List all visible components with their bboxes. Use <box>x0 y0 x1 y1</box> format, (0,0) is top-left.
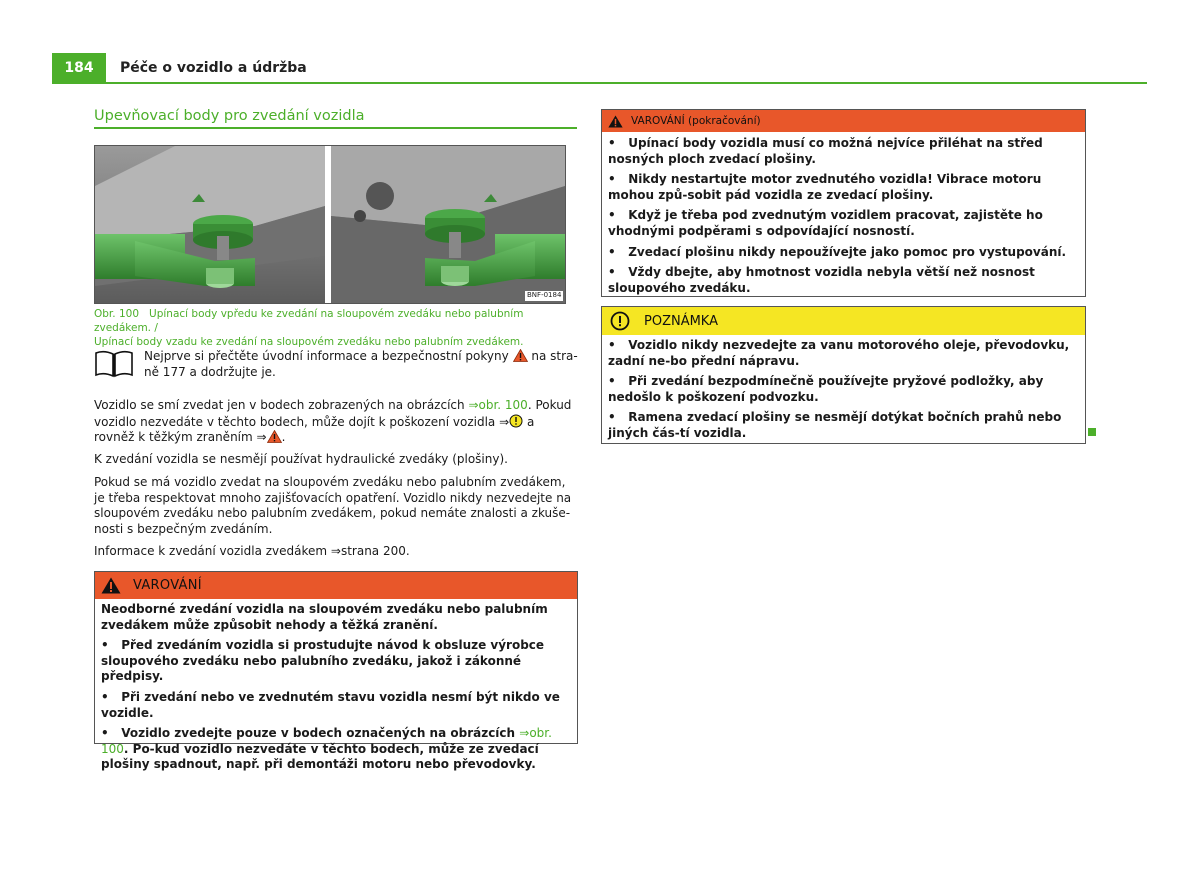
chapter-title: Péče o vozidlo a údržba <box>120 60 307 76</box>
warning-item-text: . Po-kud vozidlo nezvedáte v těchto bodech, může ze zvedací plošiny spadnout, např. při demontáži motoru nebo převodovky. <box>101 741 539 772</box>
figure-caption <box>94 307 577 349</box>
caption-line2: Upínací body vzadu ke zvedání na sloupovém zvedáku nebo palubním zvedákem. <box>94 336 524 348</box>
figure-code: BNF-0184 <box>527 291 562 299</box>
section-rule <box>94 127 577 129</box>
caption-prefix: Obr. 100 <box>94 308 139 320</box>
paragraph-1 <box>94 398 574 446</box>
note-item: • Vozidlo nikdy nezvedejte za vanu motorového oleje, převodovku, zadní ne-bo přední nápravu. <box>608 338 1070 368</box>
warning-item-text: Nikdy nestartujte motor zvednutého vozidla! Vibrace motoru mohou způ-sobit pád vozidla ze zvedací plošiny. <box>608 172 1042 202</box>
page-number: 184 <box>52 53 106 83</box>
intro-text <box>144 348 578 380</box>
caption-line1: Upínací body vpředu ke zvedání na sloupovém zvedáku nebo palubním zvedákem. / <box>94 308 524 334</box>
warning-item: • Před zvedáním vozidla si prostudujte návod k obsluze výrobce sloupového zvedáku nebo palubního zvedáku, jakož i zákonné předpisy. <box>101 638 545 684</box>
paragraph-2: K zvedání vozidla se nesmějí používat hydraulické zvedáky (plošiny). <box>94 452 508 466</box>
intro-text-c: ně 177 a dodržujte je. <box>144 365 276 379</box>
note-circle-icon <box>610 311 630 331</box>
p1-text-c: a rovněž k těžkým zraněním ⇒ <box>94 414 535 445</box>
warning-item-text: Před zvedáním vozidla si prostudujte návod k obsluze výrobce sloupového zvedáku nebo palubního zvedáku, jakož i zákonné předpisy. <box>101 638 545 684</box>
paragraph-3: Pokud se má vozidlo zvedat na sloupovém zvedáku nebo palubním zvedákem, je třeba respektovat mnoho zajišťovacích opatření. Vozidlo nikdy nezvedejte na sloupovém zvedáku nebo palubním zvedákem, pokud nemáte znalosti a zkuše-nosti s bezpečným zvedáním. <box>94 475 572 536</box>
warning-header <box>95 572 577 599</box>
warning-item-text: Když je třeba pod zvednutým vozidlem pracovat, zajistěte ho vhodnými podpěrami s odpovídající nosností. <box>608 208 1043 238</box>
figure-link[interactable]: ⇒obr. 100 <box>101 726 552 756</box>
warning-triangle-icon <box>267 430 282 443</box>
note-item-text: Vozidlo nikdy nezvedejte za vanu motorového oleje, převodovku, zadní ne-bo přední nápravu. <box>608 338 1070 368</box>
warning-continued-title: VAROVÁNÍ (pokračování) <box>631 115 761 127</box>
note-item: • Při zvedání bezpodmínečně používejte pryžové podložky, aby nedošlo k poškození podvozku. <box>608 374 1044 404</box>
lift-points-figure <box>94 145 566 304</box>
note-title: POZNÁMKA <box>644 313 719 329</box>
warning-lead: Neodborné zvedání vozidla na sloupovém zvedáku nebo palubním zvedákem může způsobit nehody a těžká zranění. <box>101 602 548 632</box>
warning-continued-header <box>602 110 1085 132</box>
warning-triangle-icon <box>101 577 121 594</box>
intro-text-b: na stra- <box>531 349 578 363</box>
figure-illustration <box>95 146 565 303</box>
note-item-text: Ramena zvedací plošiny se nesmějí dotýkat bočních prahů nebo jiných čás-tí vozidla. <box>608 410 1062 440</box>
warning-body <box>95 599 577 773</box>
header-rule <box>52 82 1147 84</box>
warning-item-text: Zvedací plošinu nikdy nepoužívejte jako pomoc pro vystupování. <box>628 244 1067 259</box>
warning-item: • Zvedací plošinu nikdy nepoužívejte jako pomoc pro vystupování. <box>608 244 1067 259</box>
warning-item: • Když je třeba pod zvednutým vozidlem pracovat, zajistěte ho vhodnými podpěrami s odpovídající nosností. <box>608 208 1043 238</box>
note-item: • Ramena zvedací plošiny se nesmějí dotýkat bočních prahů nebo jiných čás-tí vozidla. <box>608 410 1062 440</box>
warning-item-text: Vozidlo zvedejte pouze v bodech označených na obrázcích <box>121 726 516 741</box>
warning-item-text: Upínací body vozidla musí co možná nejvíce přiléhat na střed nosných ploch zvedací plošiny. <box>608 136 1043 166</box>
warning-title: VAROVÁNÍ <box>133 578 202 593</box>
intro-text-a: Nejprve si přečtěte úvodní informace a bezpečnostní pokyny <box>144 349 509 363</box>
warning-item: • Upínací body vozidla musí co možná nejvíce přiléhat na střed nosných ploch zvedací plošiny. <box>608 136 1043 166</box>
note-item-text: Při zvedání bezpodmínečně používejte pryžové podložky, aby nedošlo k poškození podvozku. <box>608 374 1044 404</box>
p1-text-a: Vozidlo se smí zvedat jen v bodech zobrazených na obrázcích <box>94 398 465 412</box>
warning-item: • Při zvedání nebo ve zvednutém stavu vozidla nesmí být nikdo ve vozidle. <box>101 689 560 720</box>
warning-continued-box <box>601 109 1086 297</box>
warning-continued-body <box>602 132 1085 296</box>
note-box <box>601 306 1086 444</box>
warning-item-text: Vždy dbejte, aby hmotnost vozidla nebyla větší než nosnost sloupového zvedáku. <box>608 265 1035 295</box>
figure-link[interactable]: ⇒obr. 100 <box>468 398 528 412</box>
warning-item: • Vozidlo zvedejte pouze v bodech označených na obrázcích ⇒obr. 100. Po-kud vozidlo nezvedáte v těchto bodech, může ze zvedací plošiny spadnout, např. při demontáži motoru nebo převodovky. <box>101 726 552 772</box>
p1-text-b: . Pokud vozidlo nezvedáte v těchto bodech, může dojít k poškození vozidla ⇒ <box>94 398 572 429</box>
warning-item: • Vždy dbejte, aby hmotnost vozidla nebyla větší než nosnost sloupového zvedáku. <box>608 265 1035 295</box>
end-of-section-marker <box>1088 428 1096 436</box>
note-body <box>602 335 1085 442</box>
warning-item: • Nikdy nestartujte motor zvednutého vozidla! Vibrace motoru mohou způ-sobit pád vozidla ze zvedací plošiny. <box>608 172 1042 202</box>
note-circle-icon <box>509 414 523 428</box>
warning-item-text: Při zvedání nebo ve zvednutém stavu vozidla nesmí být nikdo ve vozidle. <box>101 689 560 720</box>
warning-triangle-icon <box>608 115 623 128</box>
p1-text-d: . <box>281 430 286 445</box>
note-header <box>602 307 1085 335</box>
warning-box <box>94 571 578 772</box>
paragraph-4: Informace k zvedání vozidla zvedákem ⇒strana 200. <box>94 544 410 558</box>
warning-triangle-icon <box>513 349 528 362</box>
book-icon <box>94 349 134 379</box>
section-title: Upevňovací body pro zvedání vozidla <box>94 108 365 124</box>
